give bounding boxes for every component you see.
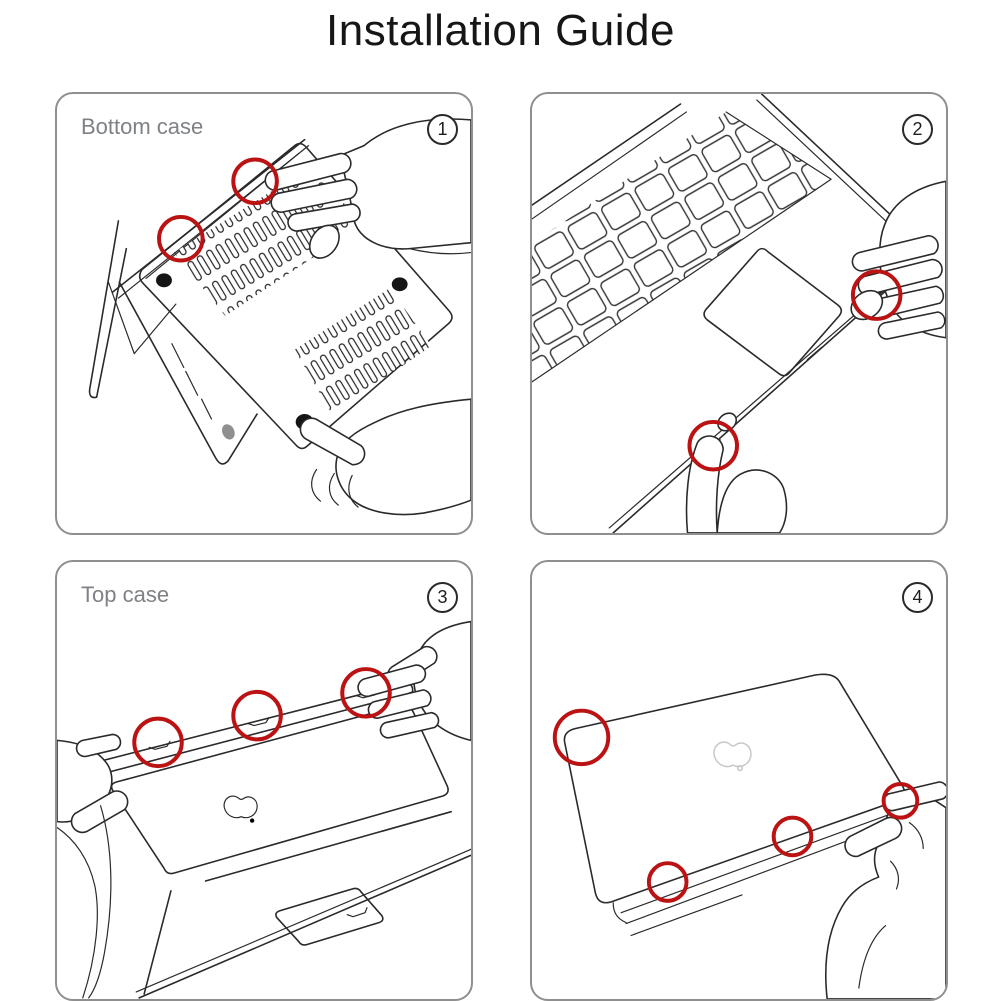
keyboard-side-illustration — [532, 94, 946, 533]
hand — [687, 410, 787, 533]
bottom-case-illustration — [57, 94, 471, 533]
apple-logo — [714, 742, 751, 766]
clip-marker-icon — [555, 711, 608, 764]
apple-logo — [224, 796, 257, 818]
hand — [846, 181, 946, 339]
panel-bottom-case — [55, 92, 473, 535]
panel-closed-laptop — [530, 560, 948, 1001]
hand — [57, 734, 128, 997]
closed-laptop-illustration — [532, 562, 946, 999]
vent-grid — [295, 288, 432, 415]
hand — [300, 399, 471, 514]
hand — [358, 622, 471, 741]
panel-label: Bottom case — [81, 114, 204, 139]
page-title: Installation Guide — [326, 6, 675, 55]
step-number-badge: 4 — [902, 582, 933, 613]
top-case-illustration — [57, 562, 471, 999]
open-laptop-lid — [112, 705, 471, 998]
step-number-badge: 1 — [427, 114, 458, 145]
trackpad — [704, 249, 841, 376]
panel-keyboard-side — [530, 92, 948, 535]
clip-marker-icon — [233, 692, 281, 740]
panel-top-case — [55, 560, 473, 1001]
hand — [826, 782, 946, 999]
panel-label: Top case — [81, 582, 170, 607]
top-shell — [86, 683, 413, 776]
step-number-badge: 2 — [902, 114, 933, 145]
step-number-badge: 3 — [427, 582, 458, 613]
keyboard-keys — [532, 112, 831, 391]
